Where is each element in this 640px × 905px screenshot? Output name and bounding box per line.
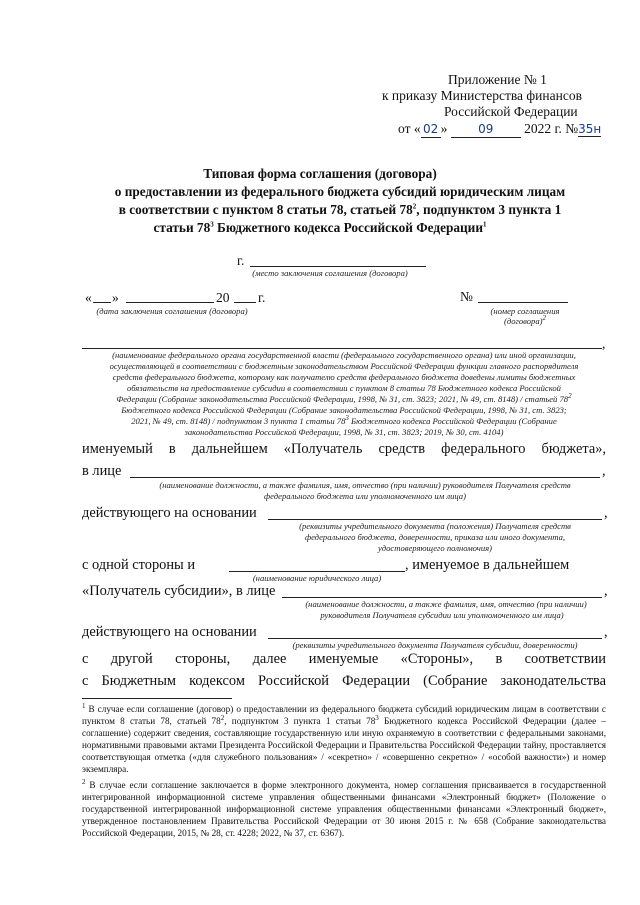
recipient-basis-field[interactable] xyxy=(268,638,602,639)
person-caption-1: (наименование должности, а также фамилия, имя, отчество (при наличии) руководителя Получателя средств xyxy=(159,480,571,490)
title-line-4a: статьи 78 xyxy=(153,220,211,235)
date-caption: (дата заключения соглашения (договора) xyxy=(96,306,248,316)
basis-document-field[interactable] xyxy=(268,519,602,520)
organization-name-field[interactable] xyxy=(82,348,602,349)
org-caption-6: Бюджетного кодекса Российской Федерации (Собрание законодательства Российской Федерации, 1998, № 31, ст. 3823; xyxy=(121,405,567,415)
number-caption-1: (номер соглашения xyxy=(490,306,560,316)
number-caption-2-text: (договора) xyxy=(503,316,543,326)
acting-label-2: действующего на основании xyxy=(82,624,257,640)
body-budget-code: с Бюджетным кодексом Российской Федерации (Собрание законодательства xyxy=(82,673,606,689)
acting-caption-2: федерального бюджета, доверенности, приказа или иного документа, xyxy=(304,532,566,542)
footnote-1-part-a: В случае если соглашение (договор) о предоставлении из федерального бюджета субсидий юридическим лицам в соответствии с пунктом 8 статьи 78, статьей 78 xyxy=(82,704,606,726)
comma: , xyxy=(604,583,608,599)
title-sup: 3 xyxy=(210,220,214,229)
person-caption-2: федерального бюджета или уполномоченного им лица) xyxy=(264,491,466,501)
footnote-2 xyxy=(82,779,606,839)
number-caption-2 xyxy=(480,316,570,326)
footnote-sup: 2 xyxy=(220,713,225,722)
recipient-caption-1: (наименование должности, а также фамилия, имя, отчество (при наличии) xyxy=(305,599,587,609)
order-number-handwritten: 35н xyxy=(578,122,602,136)
number-sign: № xyxy=(460,289,473,304)
footnote-ref-2: 2 xyxy=(542,314,547,323)
appendix-date xyxy=(398,121,601,138)
footnote-2-text: В случае если соглашение заключается в форме электронного документа, номер соглашения присваивается в государственной интегрированной информационной системе управления общественными финансами «Электронный бюджет» (Положение о государственной интегрированной информационной системе управления общественными финансами «Электронный бюджет», утвержденное постановлением Правительства Российской Федерации от 30 июня 2015 г. № 658 (Собрание законодательства Российской Федерации, 2015, № 28, ст. 4228; 2022, № 37, ст. 6367). xyxy=(82,780,606,838)
date-close: » xyxy=(112,290,119,305)
org-caption-1: (наименование федерального органа государственной власти (федерального государственного органа) или иной организации, xyxy=(112,350,576,360)
footnote-separator xyxy=(82,698,232,699)
footnote-1 xyxy=(82,703,606,775)
org-caption-7a: 2021, № 49, ст. 8148) / подпунктом 3 пункта 1 статьи 78 xyxy=(131,416,346,426)
comma: , xyxy=(604,505,608,521)
footnote-ref-1: 1 xyxy=(483,220,487,229)
appendix-line-1: Приложение № 1 xyxy=(448,72,547,87)
org-caption-7b: Бюджетного кодекса Российской Федерации (Собрание xyxy=(348,416,557,426)
footnote-sup: 3 xyxy=(375,713,379,722)
title-line-2: о предоставлении из федерального бюджета субсидий юридическим лицам xyxy=(114,184,566,199)
one-side-label: с одной стороны и xyxy=(82,557,196,573)
title-line-4 xyxy=(0,220,640,236)
org-caption-8: законодательства Российской Федерации, 1998, № 31, ст. 3823; 2019, № 30, ст. 4104) xyxy=(184,427,504,437)
day-field[interactable] xyxy=(93,302,111,303)
year-prefix: 20 xyxy=(216,290,230,305)
year-field[interactable] xyxy=(234,302,256,303)
title-sup: 2 xyxy=(412,202,417,211)
agreement-number-field[interactable] xyxy=(478,302,568,303)
month-handwritten: 09 xyxy=(451,121,521,138)
org-caption-7 xyxy=(82,416,606,426)
place-prefix: г. xyxy=(237,253,245,268)
footnote-1-part-b: , подпунктом 3 пункта 1 статьи 78 xyxy=(224,716,376,726)
org-caption-sup: 3 xyxy=(345,414,349,423)
day-handwritten: 02 xyxy=(421,121,441,138)
recipient-label: «Получатель субсидии», в лице xyxy=(82,583,276,599)
comma: , xyxy=(602,463,606,479)
place-caption: (место заключения соглашения (договора) xyxy=(252,268,408,278)
body-recipient-funds: именуемый в дальнейшем «Получатель средств федерального бюджета», xyxy=(82,441,606,457)
org-caption-5 xyxy=(82,394,606,404)
org-caption-sup: 2 xyxy=(568,392,572,401)
date-open-quote: от « xyxy=(398,121,421,136)
org-caption-5-text: Федерации (Собрание законодательства Российской Федерации, 1998, № 31, ст. 3823; 2021, № 49, ст. 8148) / статьей 78 xyxy=(116,394,569,404)
org-caption-3: средств федерального бюджета, которому как получателю средств федерального бюджета доведены лимиты бюджетных xyxy=(112,372,576,382)
body-other-side: с другой стороны, далее именуемые «Стороны», в соответствии xyxy=(82,651,606,667)
month-field[interactable] xyxy=(126,302,214,303)
acting-label: действующего на основании xyxy=(82,505,257,521)
acting-caption-1: (реквизиты учредительного документа (положения) Получателя средств xyxy=(299,521,571,531)
title-line-1: Типовая форма соглашения (договора) xyxy=(203,166,437,181)
in-person-label: в лице xyxy=(82,463,122,479)
legal-entity-field[interactable] xyxy=(229,571,405,572)
year-and-number-label: 2022 г. № xyxy=(524,121,579,136)
recipient-representative-field[interactable] xyxy=(282,597,602,598)
recipient-caption-2: руководителя Получателя субсидии или уполномоченного им лица) xyxy=(320,610,564,620)
legal-entity-caption: (наименование юридического лица) xyxy=(252,573,382,583)
org-caption-4: обязательств на предоставление субсидии в соответствии с пунктом 8 статьи 78 Бюджетного кодекса Российской xyxy=(127,383,561,393)
title-line-4b: Бюджетного кодекса Российской Федерации xyxy=(213,220,484,235)
acting-rec-caption: (реквизиты учредительного документа Получателя субсидии, доверенности) xyxy=(292,640,578,650)
title-line-3a: в соответствии с пунктом 8 статьи 78, статьей 78 xyxy=(118,202,413,217)
date-close-quote: » xyxy=(440,121,448,136)
place-field[interactable] xyxy=(250,266,426,267)
appendix-line-2: к приказу Министерства финансов xyxy=(382,88,582,103)
appendix-line-3: Российской Федерации xyxy=(444,104,578,119)
named-after-label: , именуемое в дальнейшем xyxy=(405,557,570,573)
footnote-2-number: 2 xyxy=(82,777,86,786)
footnote-1-number: 1 xyxy=(82,701,86,710)
comma: , xyxy=(604,624,608,640)
date-open: « xyxy=(85,290,92,305)
footnote-1-part-c: Бюджетного кодекса Российской Федерации (далее – соглашение) содержит сведения, составляющие государственную или иную охраняемую в соответствии с федеральными законами, нормативными правовыми актами Президента Российской Федерации и Правительства Российской Федерации тайну, проставляется соответствующая отметка («для служебного пользования» / «секретно» / «совершенно секретно» / «особой важности») и номер экземпляра. xyxy=(82,716,606,774)
title-line-3 xyxy=(0,202,640,218)
comma: , xyxy=(602,336,606,351)
acting-caption-3: удостоверяющего полномочия) xyxy=(377,543,493,553)
year-suffix: г. xyxy=(258,290,266,305)
representative-field[interactable] xyxy=(130,477,600,478)
org-caption-2: осуществляющей в соответствии с бюджетным законодательством Российской Федерации функции главного распорядителя xyxy=(109,361,579,371)
title-line-3b: , подпунктом 3 пункта 1 xyxy=(416,202,562,217)
